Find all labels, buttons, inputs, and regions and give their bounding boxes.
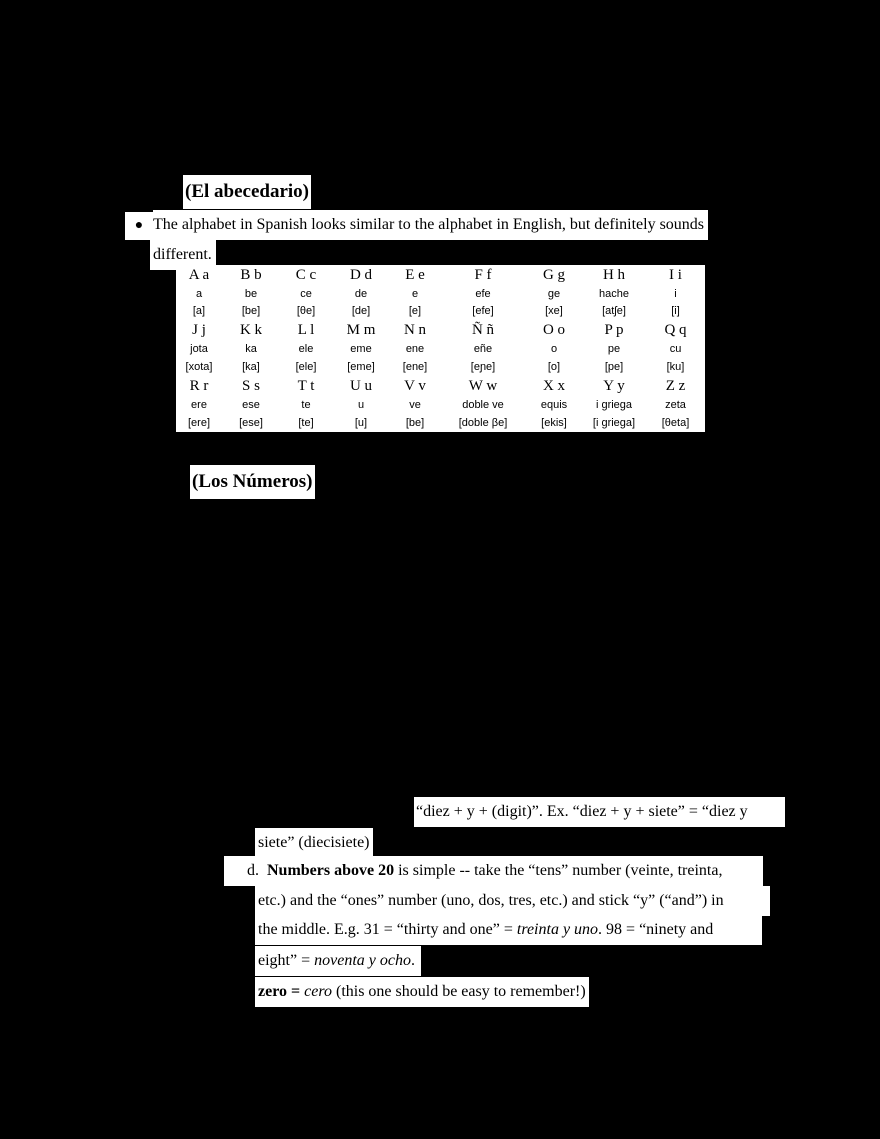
item-c-line2: siete” (diecisiete) <box>255 828 373 858</box>
bullet-icon: ● <box>125 212 153 240</box>
alphabet-letter-cell: C c <box>295 266 317 283</box>
alphabet-names-row <box>176 397 705 413</box>
alphabet-name-cell: pe <box>607 343 621 356</box>
alphabet-ipa-cell: [θeta] <box>661 416 690 429</box>
alphabet-name-cell: doble ve <box>462 399 504 412</box>
alphabet-name-cell: de <box>354 287 368 300</box>
alphabet-ipa-cell: [ele] <box>295 361 317 373</box>
alphabet-ipa-cell: [o] <box>547 361 561 373</box>
alphabet-letter-cell: V v <box>404 378 426 395</box>
alphabet-letter-cell: R r <box>189 378 209 395</box>
alphabet-letter-cell: Ñ ñ <box>471 322 495 339</box>
alphabet-letter-cell: B b <box>240 266 262 283</box>
alphabet-letter-cell: O o <box>542 322 566 339</box>
alphabet-names-row <box>176 341 705 357</box>
alphabet-ipa-cell: [ene] <box>402 361 428 373</box>
example-noventa-y-ocho: noventa y ocho <box>314 952 411 969</box>
alphabet-name-cell: ge <box>547 287 561 300</box>
alphabet-ipa-cell: [de] <box>351 305 371 318</box>
alphabet-name-cell: jota <box>190 343 208 356</box>
alphabet-description-line1: The alphabet in Spanish looks similar to the alphabet in English, but definitely sounds <box>153 210 708 240</box>
alphabet-name-cell: eme <box>350 343 372 356</box>
alphabet-ipa-cell: [xota] <box>185 361 213 373</box>
alphabet-ipa-cell: [te] <box>298 416 314 429</box>
alphabet-letter-cell: K k <box>239 322 263 339</box>
alphabet-letters-row <box>176 376 705 397</box>
alphabet-ipa-cell: [u] <box>354 416 368 429</box>
alphabet-ipa-cell: [e] <box>408 305 422 318</box>
alphabet-names-row <box>176 286 705 302</box>
alphabet-ipa-cell: [ku] <box>666 361 685 373</box>
alphabet-letter-cell: X x <box>542 378 566 395</box>
alphabet-letter-cell: N n <box>403 322 427 339</box>
alphabet-letter-cell: F f <box>474 266 492 283</box>
alphabet-ipa-row <box>176 358 705 377</box>
zero-label: zero = <box>258 983 301 1000</box>
alphabet-name-cell: te <box>301 399 311 412</box>
alphabet-ipa-cell: [doble βe] <box>458 416 508 429</box>
alphabet-letters-row <box>176 321 705 342</box>
alphabet-name-cell: a <box>195 287 203 300</box>
alphabet-letter-cell: Y y <box>603 378 625 395</box>
alphabet-name-cell: ere <box>191 399 207 412</box>
alphabet-ipa-cell: [eme] <box>347 361 375 373</box>
zero-line <box>255 977 589 1007</box>
heading-el-abecedario: (El abecedario) <box>183 175 311 209</box>
zero-spanish: cero <box>300 983 332 1000</box>
alphabet-ipa-cell: [ka] <box>242 361 260 373</box>
zero-note: (this one should be easy to remember!) <box>331 983 586 1000</box>
alphabet-letter-cell: T t <box>297 378 315 395</box>
alphabet-name-cell: i <box>674 287 677 300</box>
item-d-line4 <box>255 946 421 976</box>
alphabet-name-cell: be <box>244 287 258 300</box>
alphabet-table <box>176 265 705 432</box>
alphabet-ipa-cell: [be] <box>241 305 261 318</box>
alphabet-ipa-row <box>176 302 705 321</box>
item-c-line1: “diez + y + (digit)”. Ex. “diez + y + siete” = “diez y <box>414 797 785 827</box>
item-d-line3 <box>255 915 762 945</box>
alphabet-ipa-cell: [i] <box>671 305 680 318</box>
alphabet-name-cell: ene <box>405 343 425 356</box>
alphabet-ipa-cell: [ere] <box>187 416 210 429</box>
alphabet-name-cell: eñe <box>473 343 493 356</box>
alphabet-letter-cell: J j <box>192 322 206 339</box>
alphabet-ipa-cell: [a] <box>192 305 206 318</box>
alphabet-name-cell: efe <box>475 287 491 300</box>
alphabet-name-cell: ese <box>242 399 260 412</box>
alphabet-ipa-cell: [efe] <box>472 305 494 318</box>
alphabet-letter-cell: Z z <box>665 378 686 395</box>
alphabet-letter-cell: H h <box>602 266 626 283</box>
alphabet-ipa-cell: [atʃe] <box>602 305 626 318</box>
example-treinta-y-uno: treinta y uno <box>516 921 599 938</box>
alphabet-letter-cell: P p <box>604 322 624 339</box>
alphabet-description-line2: different. <box>150 240 216 270</box>
item-d-line4-text: eight” = <box>258 952 315 969</box>
alphabet-letter-cell: G g <box>542 266 566 283</box>
alphabet-name-cell: ve <box>409 399 421 412</box>
alphabet-ipa-cell: [i griega] <box>592 416 636 429</box>
alphabet-name-cell: u <box>357 399 365 412</box>
heading-los-numeros: (Los Números) <box>190 465 315 499</box>
alphabet-name-cell: i griega <box>595 399 633 412</box>
item-d-line1-rest: is simple -- take the “tens” number (veinte, treinta, <box>394 862 723 879</box>
alphabet-ipa-cell: [pe] <box>604 361 624 373</box>
alphabet-ipa-cell: [xe] <box>545 305 563 318</box>
item-d-line3-text: the middle. E.g. 31 = “thirty and one” = <box>258 921 517 938</box>
alphabet-letter-cell: L l <box>297 322 315 339</box>
alphabet-letter-cell: S s <box>242 378 260 395</box>
alphabet-letter-cell: M m <box>346 322 376 339</box>
alphabet-letter-cell: W w <box>468 378 498 395</box>
alphabet-name-cell: ce <box>300 287 312 300</box>
alphabet-name-cell: zeta <box>665 399 686 412</box>
item-d-marker: d. <box>247 862 259 879</box>
item-d-line1 <box>224 856 763 886</box>
alphabet-name-cell: cu <box>669 343 682 356</box>
alphabet-name-cell: e <box>411 287 419 300</box>
alphabet-letter-cell: I i <box>669 266 682 283</box>
alphabet-ipa-cell: [ekis] <box>541 416 567 429</box>
alphabet-name-cell: ele <box>298 343 314 356</box>
alphabet-letter-cell: U u <box>349 378 373 395</box>
item-d-line4-end: . <box>410 952 415 969</box>
alphabet-name-cell: o <box>550 343 558 356</box>
alphabet-letter-cell: A a <box>188 266 210 283</box>
item-d-line2: etc.) and the “ones” number (uno, dos, tres, etc.) and stick “y” (“and”) in <box>255 886 770 916</box>
alphabet-ipa-cell: [eɲe] <box>470 361 496 373</box>
alphabet-ipa-cell: [ese] <box>239 416 263 429</box>
alphabet-letter-cell: E e <box>405 266 425 283</box>
item-d-line3-text-b: . 98 = “ninety and <box>598 921 714 938</box>
alphabet-name-cell: hache <box>599 287 629 300</box>
alphabet-letter-cell: Q q <box>664 322 687 339</box>
alphabet-letter-cell: D d <box>349 266 373 283</box>
alphabet-name-cell: equis <box>540 399 568 412</box>
alphabet-letters-row <box>176 265 705 286</box>
item-d-bold-lead: Numbers above 20 <box>267 862 395 879</box>
alphabet-ipa-cell: [θe] <box>296 305 316 318</box>
alphabet-ipa-cell: [be] <box>405 416 425 429</box>
alphabet-name-cell: ka <box>245 343 257 356</box>
alphabet-ipa-row <box>176 413 705 432</box>
